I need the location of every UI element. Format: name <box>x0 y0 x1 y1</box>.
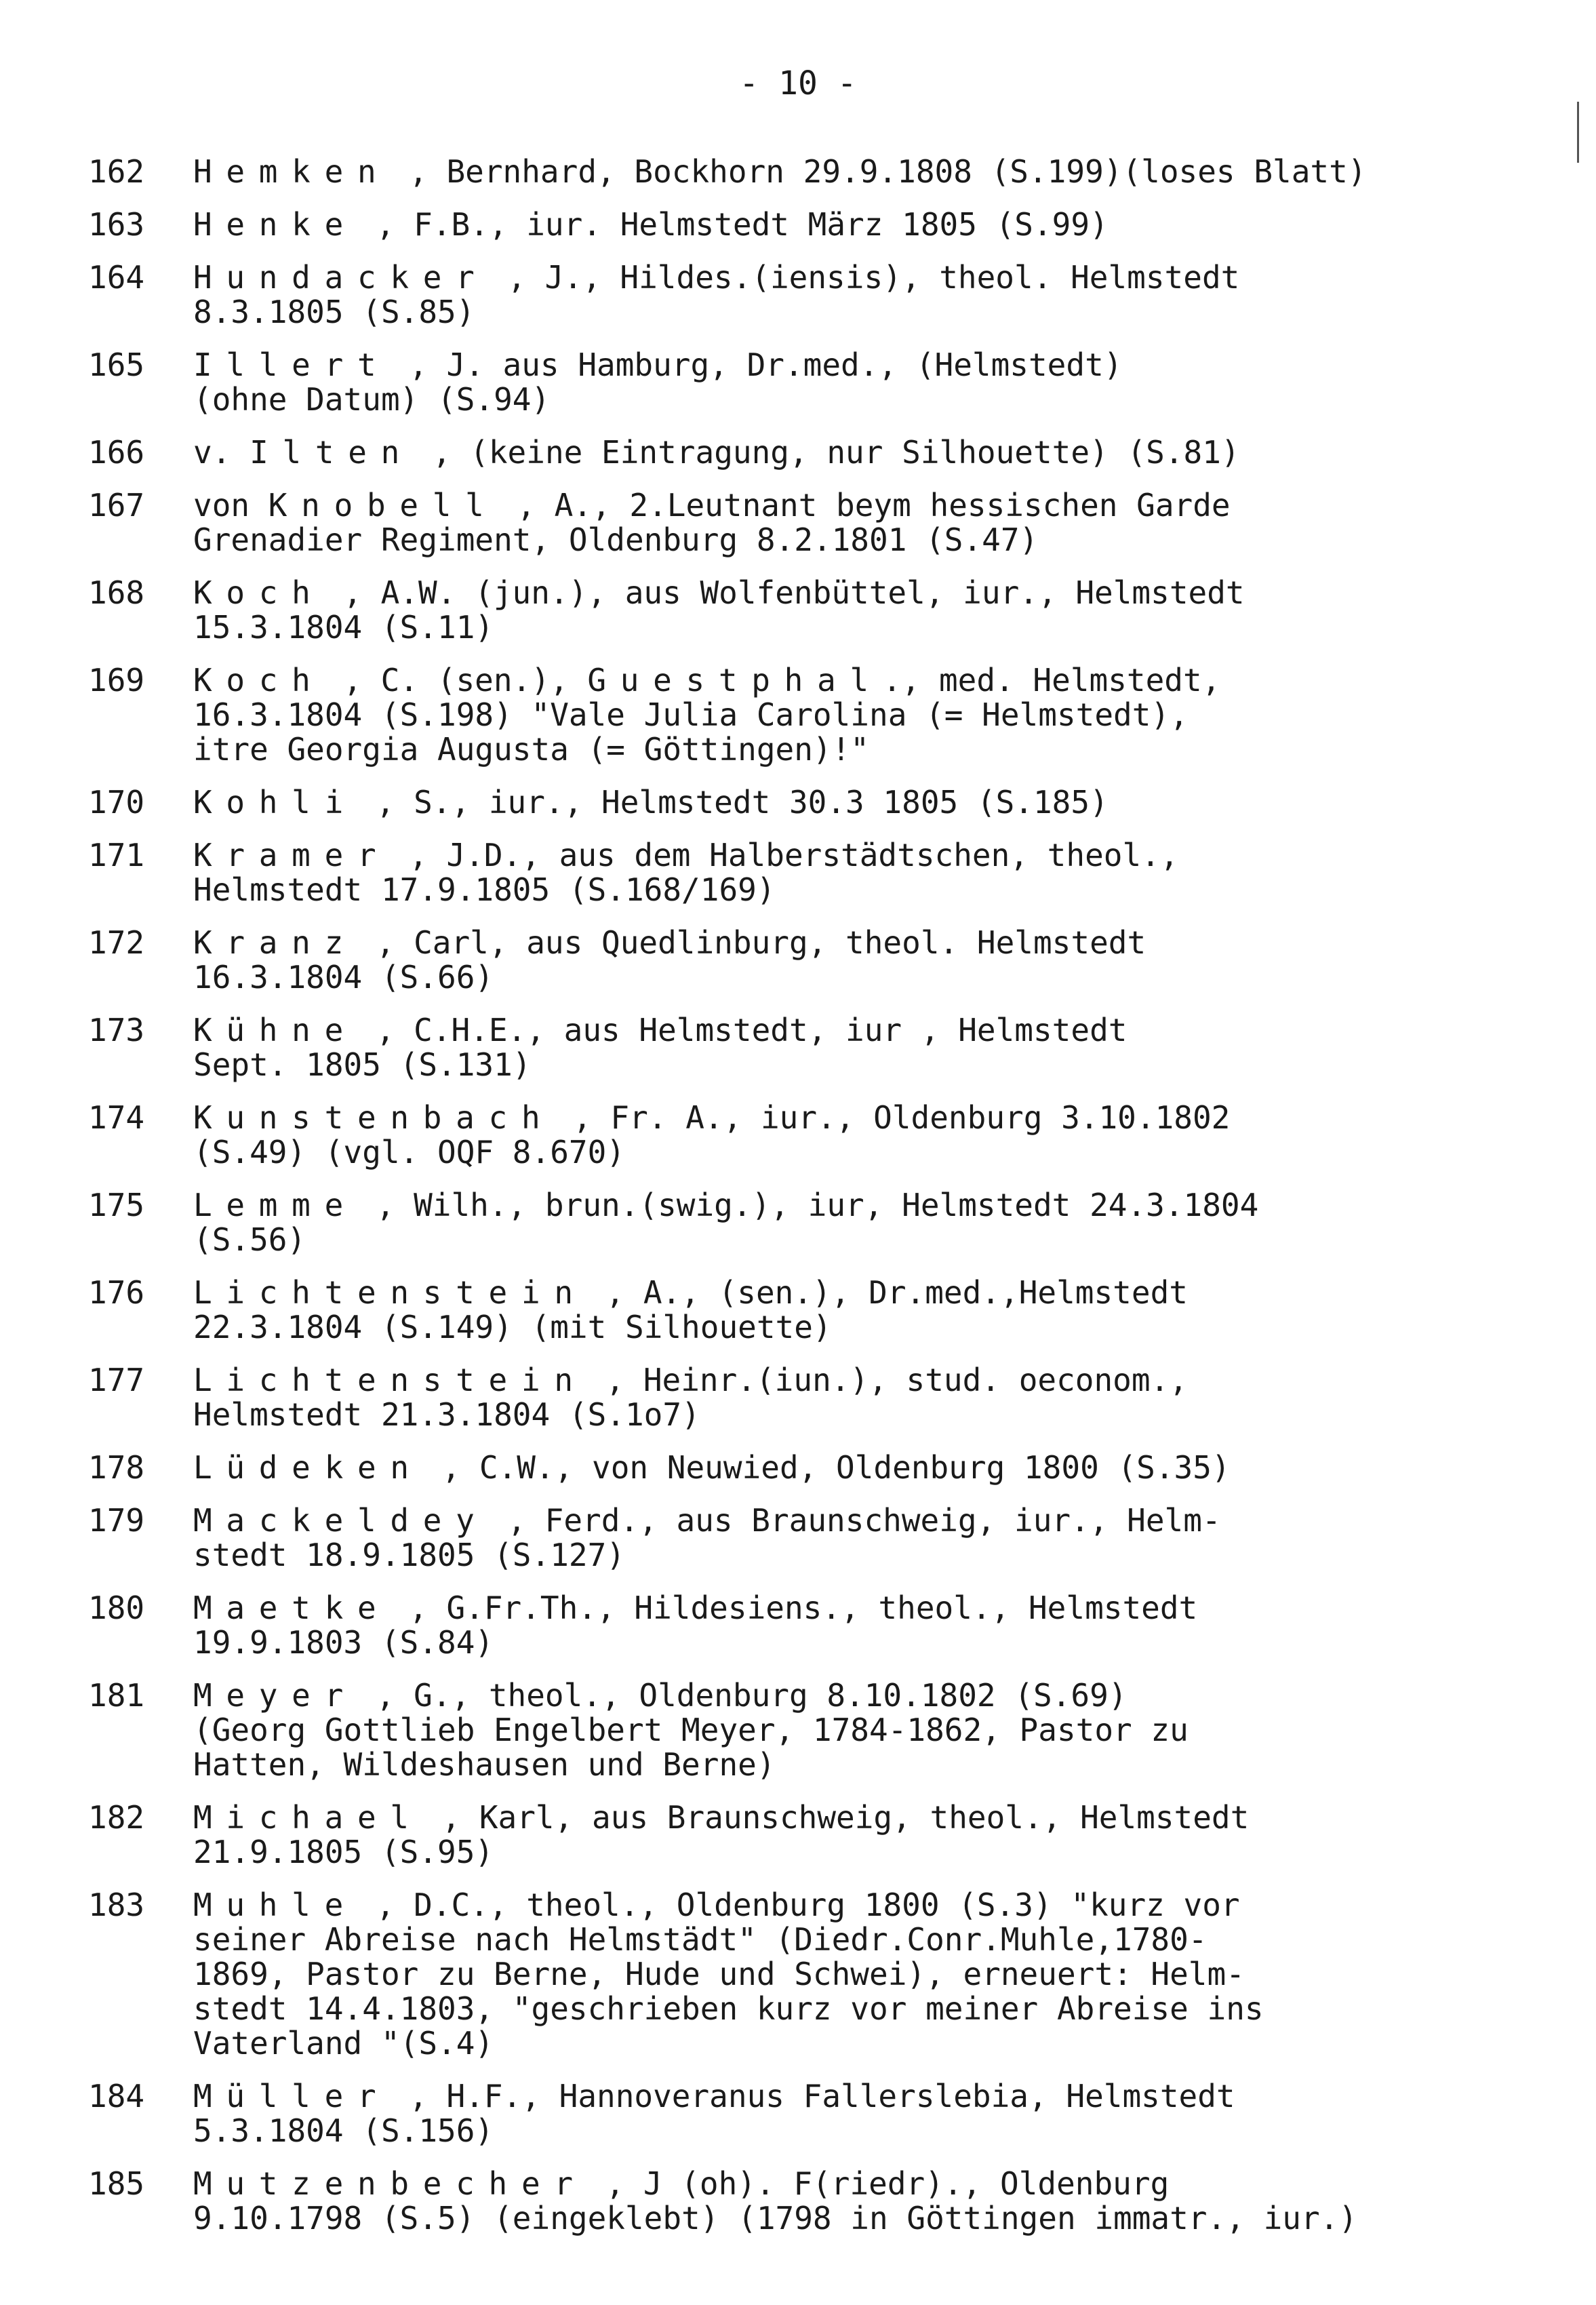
entry-surname: Lichtenstein <box>193 1362 587 1398</box>
entry-line <box>193 155 1366 189</box>
entry-detail: von <box>193 487 268 524</box>
register-entry <box>88 1188 1519 1257</box>
entry-detail: stedt 14.4.1803, "geschrieben kurz vor meiner Abreise ins <box>193 1990 1264 2027</box>
entry-detail: 22.3.1804 (S.149) (mit Silhouette) <box>193 1309 832 1345</box>
entry-number: 177 <box>88 1362 145 1398</box>
entry-detail: (S.49) (vgl. OQF 8.670) <box>193 1134 625 1170</box>
entry-text <box>193 926 1146 995</box>
entry-line <box>193 2114 1235 2148</box>
entry-surname: Meyer <box>193 1677 357 1714</box>
entry-surname: Maetke <box>193 1590 391 1626</box>
entry-text <box>193 435 1240 470</box>
entry-line <box>193 663 1220 698</box>
entry-line <box>193 208 1109 242</box>
entry-detail: 15.3.1804 (S.11) <box>193 609 494 646</box>
entry-number: 167 <box>88 487 145 524</box>
register-entry <box>88 155 1519 189</box>
entry-line <box>193 2026 1264 2061</box>
entry-detail: , J., Hildes.(iensis), theol. Helmstedt <box>488 259 1240 296</box>
entry-text <box>193 1276 1188 1345</box>
register-entry <box>88 488 1519 557</box>
entry-surname: Kühne <box>193 1012 357 1048</box>
entry-detail: itre Georgia Augusta (= Göttingen)!" <box>193 731 869 768</box>
entry-line <box>193 1888 1264 1923</box>
entry-line <box>193 576 1245 610</box>
entry-text <box>193 2079 1235 2148</box>
entry-detail: Hatten, Wildeshausen und Berne) <box>193 1746 776 1783</box>
entry-number: 162 <box>88 153 145 190</box>
entry-text <box>193 2167 1357 2236</box>
entry-text <box>193 260 1239 330</box>
entry-line <box>193 610 1245 645</box>
entry-detail: , F.B., iur. Helmstedt März 1805 (S.99) <box>357 206 1109 243</box>
entry-detail: , J (oh). F(riedr)., Oldenburg <box>586 2165 1170 2202</box>
entry-detail: , G., theol., Oldenburg 8.10.1802 (S.69) <box>357 1677 1128 1714</box>
entry-detail: stedt 18.9.1805 (S.127) <box>193 1537 625 1573</box>
entry-line <box>193 348 1122 382</box>
entry-surname: Hundacker <box>193 259 489 296</box>
entry-number: 174 <box>88 1099 145 1136</box>
entry-text <box>193 1591 1197 1660</box>
entry-text <box>193 1503 1221 1573</box>
register-entry <box>88 1451 1519 1485</box>
entry-line <box>193 1223 1258 1257</box>
entry-line <box>193 295 1239 330</box>
entry-detail: , A.W. (jun.), aus Wolfenbüttel, iur., Helmstedt <box>324 574 1245 611</box>
entry-text <box>193 1451 1231 1485</box>
entry-line <box>193 1626 1197 1660</box>
entry-detail: seiner Abreise nach Helmstädt" (Diedr.Conr.Muhle,1780- <box>193 1921 1208 1958</box>
register-entry <box>88 260 1519 330</box>
entry-detail: , C.W., von Neuwied, Oldenburg 1800 (S.35) <box>422 1449 1231 1486</box>
entry-text <box>193 155 1366 189</box>
entry-detail: 8.3.1805 (S.85) <box>193 294 475 330</box>
entry-line <box>193 960 1146 995</box>
entry-line <box>193 732 1220 767</box>
entry-detail: , A., 2.Leutnant beym hessischen Garde <box>498 487 1231 524</box>
entry-line <box>193 1451 1231 1485</box>
register-entry <box>88 663 1519 767</box>
entry-line <box>193 1310 1188 1345</box>
register-entry <box>88 1503 1519 1573</box>
entry-text <box>193 838 1179 907</box>
entry-line <box>193 435 1240 470</box>
entry-line <box>193 873 1179 907</box>
entry-surname: Muhle <box>193 1887 357 1923</box>
entry-line <box>193 1957 1264 1992</box>
entry-number: 172 <box>88 924 145 961</box>
entry-detail: 19.9.1803 (S.84) <box>193 1624 494 1661</box>
entry-number: 173 <box>88 1012 145 1048</box>
entry-number: 164 <box>88 259 145 296</box>
entry-number: 176 <box>88 1274 145 1311</box>
entry-number: 175 <box>88 1187 145 1223</box>
entry-surname: Lemme <box>193 1187 357 1223</box>
entry-surname: Knobell <box>268 487 498 524</box>
register-entry <box>88 1276 1519 1345</box>
entry-detail: , C. (sen.), <box>324 662 588 698</box>
entry-text <box>193 1188 1258 1257</box>
entry-line <box>193 1538 1221 1573</box>
entry-surname: Lichtenstein <box>193 1274 587 1311</box>
entry-line <box>193 1101 1230 1135</box>
entry-line <box>193 1992 1264 2026</box>
entry-detail: , D.C., theol., Oldenburg 1800 (S.3) "kurz vor <box>357 1887 1240 1923</box>
entry-line <box>193 2079 1235 2114</box>
entry-text <box>193 1013 1127 1082</box>
register-entry <box>88 1013 1519 1082</box>
entry-detail: Helmstedt 21.3.1804 (S.1o7) <box>193 1396 700 1433</box>
entry-line <box>193 1713 1189 1748</box>
entry-line <box>193 1748 1189 1782</box>
entry-line <box>193 785 1109 820</box>
entry-detail: v. <box>193 434 250 471</box>
entry-number: 169 <box>88 662 145 698</box>
entry-line <box>193 1591 1197 1626</box>
entry-surname: Illert <box>193 347 391 383</box>
entry-line <box>193 260 1239 295</box>
entry-detail: ., med. Helmstedt, <box>882 662 1221 698</box>
entry-detail: Sept. 1805 (S.131) <box>193 1046 532 1083</box>
entry-detail: , Heinr.(iun.), stud. oeconom., <box>586 1362 1188 1398</box>
entry-surname: Müller <box>193 2078 391 2114</box>
register-entry <box>88 1591 1519 1660</box>
entry-detail: (ohne Datum) (S.94) <box>193 381 551 418</box>
entry-text <box>193 208 1109 242</box>
entry-detail: , Karl, aus Braunschweig, theol., Helmstedt <box>422 1799 1250 1836</box>
register-entry <box>88 2079 1519 2148</box>
entry-number: 171 <box>88 837 145 873</box>
entry-number: 168 <box>88 574 145 611</box>
entry-number: 163 <box>88 206 145 243</box>
register-entry <box>88 1888 1519 2061</box>
entry-detail: (S.56) <box>193 1221 306 1258</box>
entry-surname: Mutzenbecher <box>193 2165 587 2202</box>
register-entry <box>88 1101 1519 1170</box>
entry-surname: Henke <box>193 206 357 243</box>
entry-text <box>193 663 1220 767</box>
register-entry <box>88 838 1519 907</box>
entry-detail: Helmstedt 17.9.1805 (S.168/169) <box>193 871 776 908</box>
register-entry <box>88 576 1519 645</box>
margin-mark <box>1577 102 1579 163</box>
entry-line <box>193 2201 1357 2236</box>
entry-line <box>193 1678 1189 1713</box>
entry-line <box>193 1923 1264 1957</box>
register-entry <box>88 208 1519 242</box>
register-entry <box>88 1678 1519 1782</box>
entry-line <box>193 1800 1249 1835</box>
entry-detail: , Carl, aus Quedlinburg, theol. Helmstedt <box>357 924 1146 961</box>
entry-detail: , J.D., aus dem Halberstädtschen, theol., <box>390 837 1179 873</box>
entry-surname: Koch <box>193 662 325 698</box>
entry-detail: Grenadier Regiment, Oldenburg 8.2.1801 (S.47) <box>193 521 1039 558</box>
entry-detail: , Fr. A., iur., Oldenburg 3.10.1802 <box>554 1099 1231 1136</box>
entry-detail: , A., (sen.), Dr.med.,Helmstedt <box>586 1274 1188 1311</box>
entry-number: 180 <box>88 1590 145 1626</box>
entry-number: 181 <box>88 1677 145 1714</box>
entry-surname: Kunstenbach <box>193 1099 555 1136</box>
entry-detail: , (keine Eintragung, nur Silhouette) (S.81) <box>414 434 1240 471</box>
entry-surname: Hemken <box>193 153 391 190</box>
entry-line <box>193 488 1231 523</box>
entry-number: 185 <box>88 2165 145 2202</box>
entry-detail: , S., iur., Helmstedt 30.3 1805 (S.185) <box>357 784 1109 821</box>
entry-text <box>193 348 1122 417</box>
entry-line <box>193 382 1122 417</box>
entry-detail: , H.F., Hannoveranus Fallerslebia, Helmstedt <box>390 2078 1235 2114</box>
entry-line <box>193 926 1146 960</box>
entry-surname: Ilten <box>250 434 414 471</box>
page-number: - 10 - <box>739 64 857 102</box>
entry-line <box>193 1363 1188 1398</box>
entry-detail: 16.3.1804 (S.198) "Vale Julia Carolina (= Helmstedt), <box>193 696 1189 733</box>
entry-surname: Lüdeken <box>193 1449 423 1486</box>
entry-detail: 9.10.1798 (S.5) (eingeklebt) (1798 in Göttingen immatr., iur.) <box>193 2200 1358 2237</box>
entry-detail: , G.Fr.Th., Hildesiens., theol., Helmstedt <box>390 1590 1198 1626</box>
entry-text <box>193 1678 1189 1782</box>
entry-surname: Kohli <box>193 784 357 821</box>
entry-line <box>193 2167 1357 2201</box>
entry-number: 183 <box>88 1887 145 1923</box>
entry-text <box>193 1101 1230 1170</box>
entry-detail: , Ferd., aus Braunschweig, iur., Helm- <box>488 1502 1221 1539</box>
entry-surname: Kranz <box>193 924 357 961</box>
register-entry <box>88 348 1519 417</box>
entry-detail: , J. aus Hamburg, Dr.med., (Helmstedt) <box>390 347 1123 383</box>
entry-text <box>193 576 1245 645</box>
entry-line <box>193 1503 1221 1538</box>
entry-number: 182 <box>88 1799 145 1836</box>
entry-line <box>193 1048 1127 1082</box>
entry-text <box>193 785 1109 820</box>
entry-number: 166 <box>88 434 145 471</box>
entry-line <box>193 1398 1188 1432</box>
entry-detail: (Georg Gottlieb Engelbert Meyer, 1784-1862, Pastor zu <box>193 1712 1189 1748</box>
entry-surname: Guestphal <box>587 662 883 698</box>
register-entry <box>88 926 1519 995</box>
entry-line <box>193 838 1179 873</box>
entry-line <box>193 1013 1127 1048</box>
register-entries <box>88 155 1519 2254</box>
entry-detail: Vaterland "(S.4) <box>193 2025 494 2062</box>
register-entry <box>88 435 1519 470</box>
entry-number: 165 <box>88 347 145 383</box>
entry-line <box>193 1835 1249 1870</box>
entry-surname: Michael <box>193 1799 423 1836</box>
register-entry <box>88 1800 1519 1870</box>
entry-surname: Kramer <box>193 837 391 873</box>
entry-number: 184 <box>88 2078 145 2114</box>
entry-line <box>193 1188 1258 1223</box>
entry-detail: , Wilh., brun.(swig.), iur, Helmstedt 24.3.1804 <box>357 1187 1259 1223</box>
register-entry <box>88 2167 1519 2236</box>
entry-text <box>193 1800 1249 1870</box>
entry-text <box>193 488 1231 557</box>
entry-detail: , Bernhard, Bockhorn 29.9.1808 (S.199)(loses Blatt) <box>390 153 1367 190</box>
entry-text <box>193 1363 1188 1432</box>
entry-text <box>193 1888 1264 2061</box>
register-entry <box>88 785 1519 820</box>
entry-line <box>193 1135 1230 1170</box>
entry-detail: 5.3.1804 (S.156) <box>193 2112 494 2149</box>
entry-line <box>193 523 1231 557</box>
entry-surname: Koch <box>193 574 325 611</box>
entry-line <box>193 698 1220 732</box>
entry-detail: 21.9.1805 (S.95) <box>193 1834 494 1870</box>
entry-detail: , C.H.E., aus Helmstedt, iur , Helmstedt <box>357 1012 1128 1048</box>
entry-line <box>193 1276 1188 1310</box>
entry-detail: 1869, Pastor zu Berne, Hude und Schwei), erneuert: Helm- <box>193 1956 1245 1992</box>
entry-number: 179 <box>88 1502 145 1539</box>
register-entry <box>88 1363 1519 1432</box>
entry-number: 170 <box>88 784 145 821</box>
entry-detail: 16.3.1804 (S.66) <box>193 959 494 996</box>
entry-surname: Mackeldey <box>193 1502 489 1539</box>
entry-number: 178 <box>88 1449 145 1486</box>
